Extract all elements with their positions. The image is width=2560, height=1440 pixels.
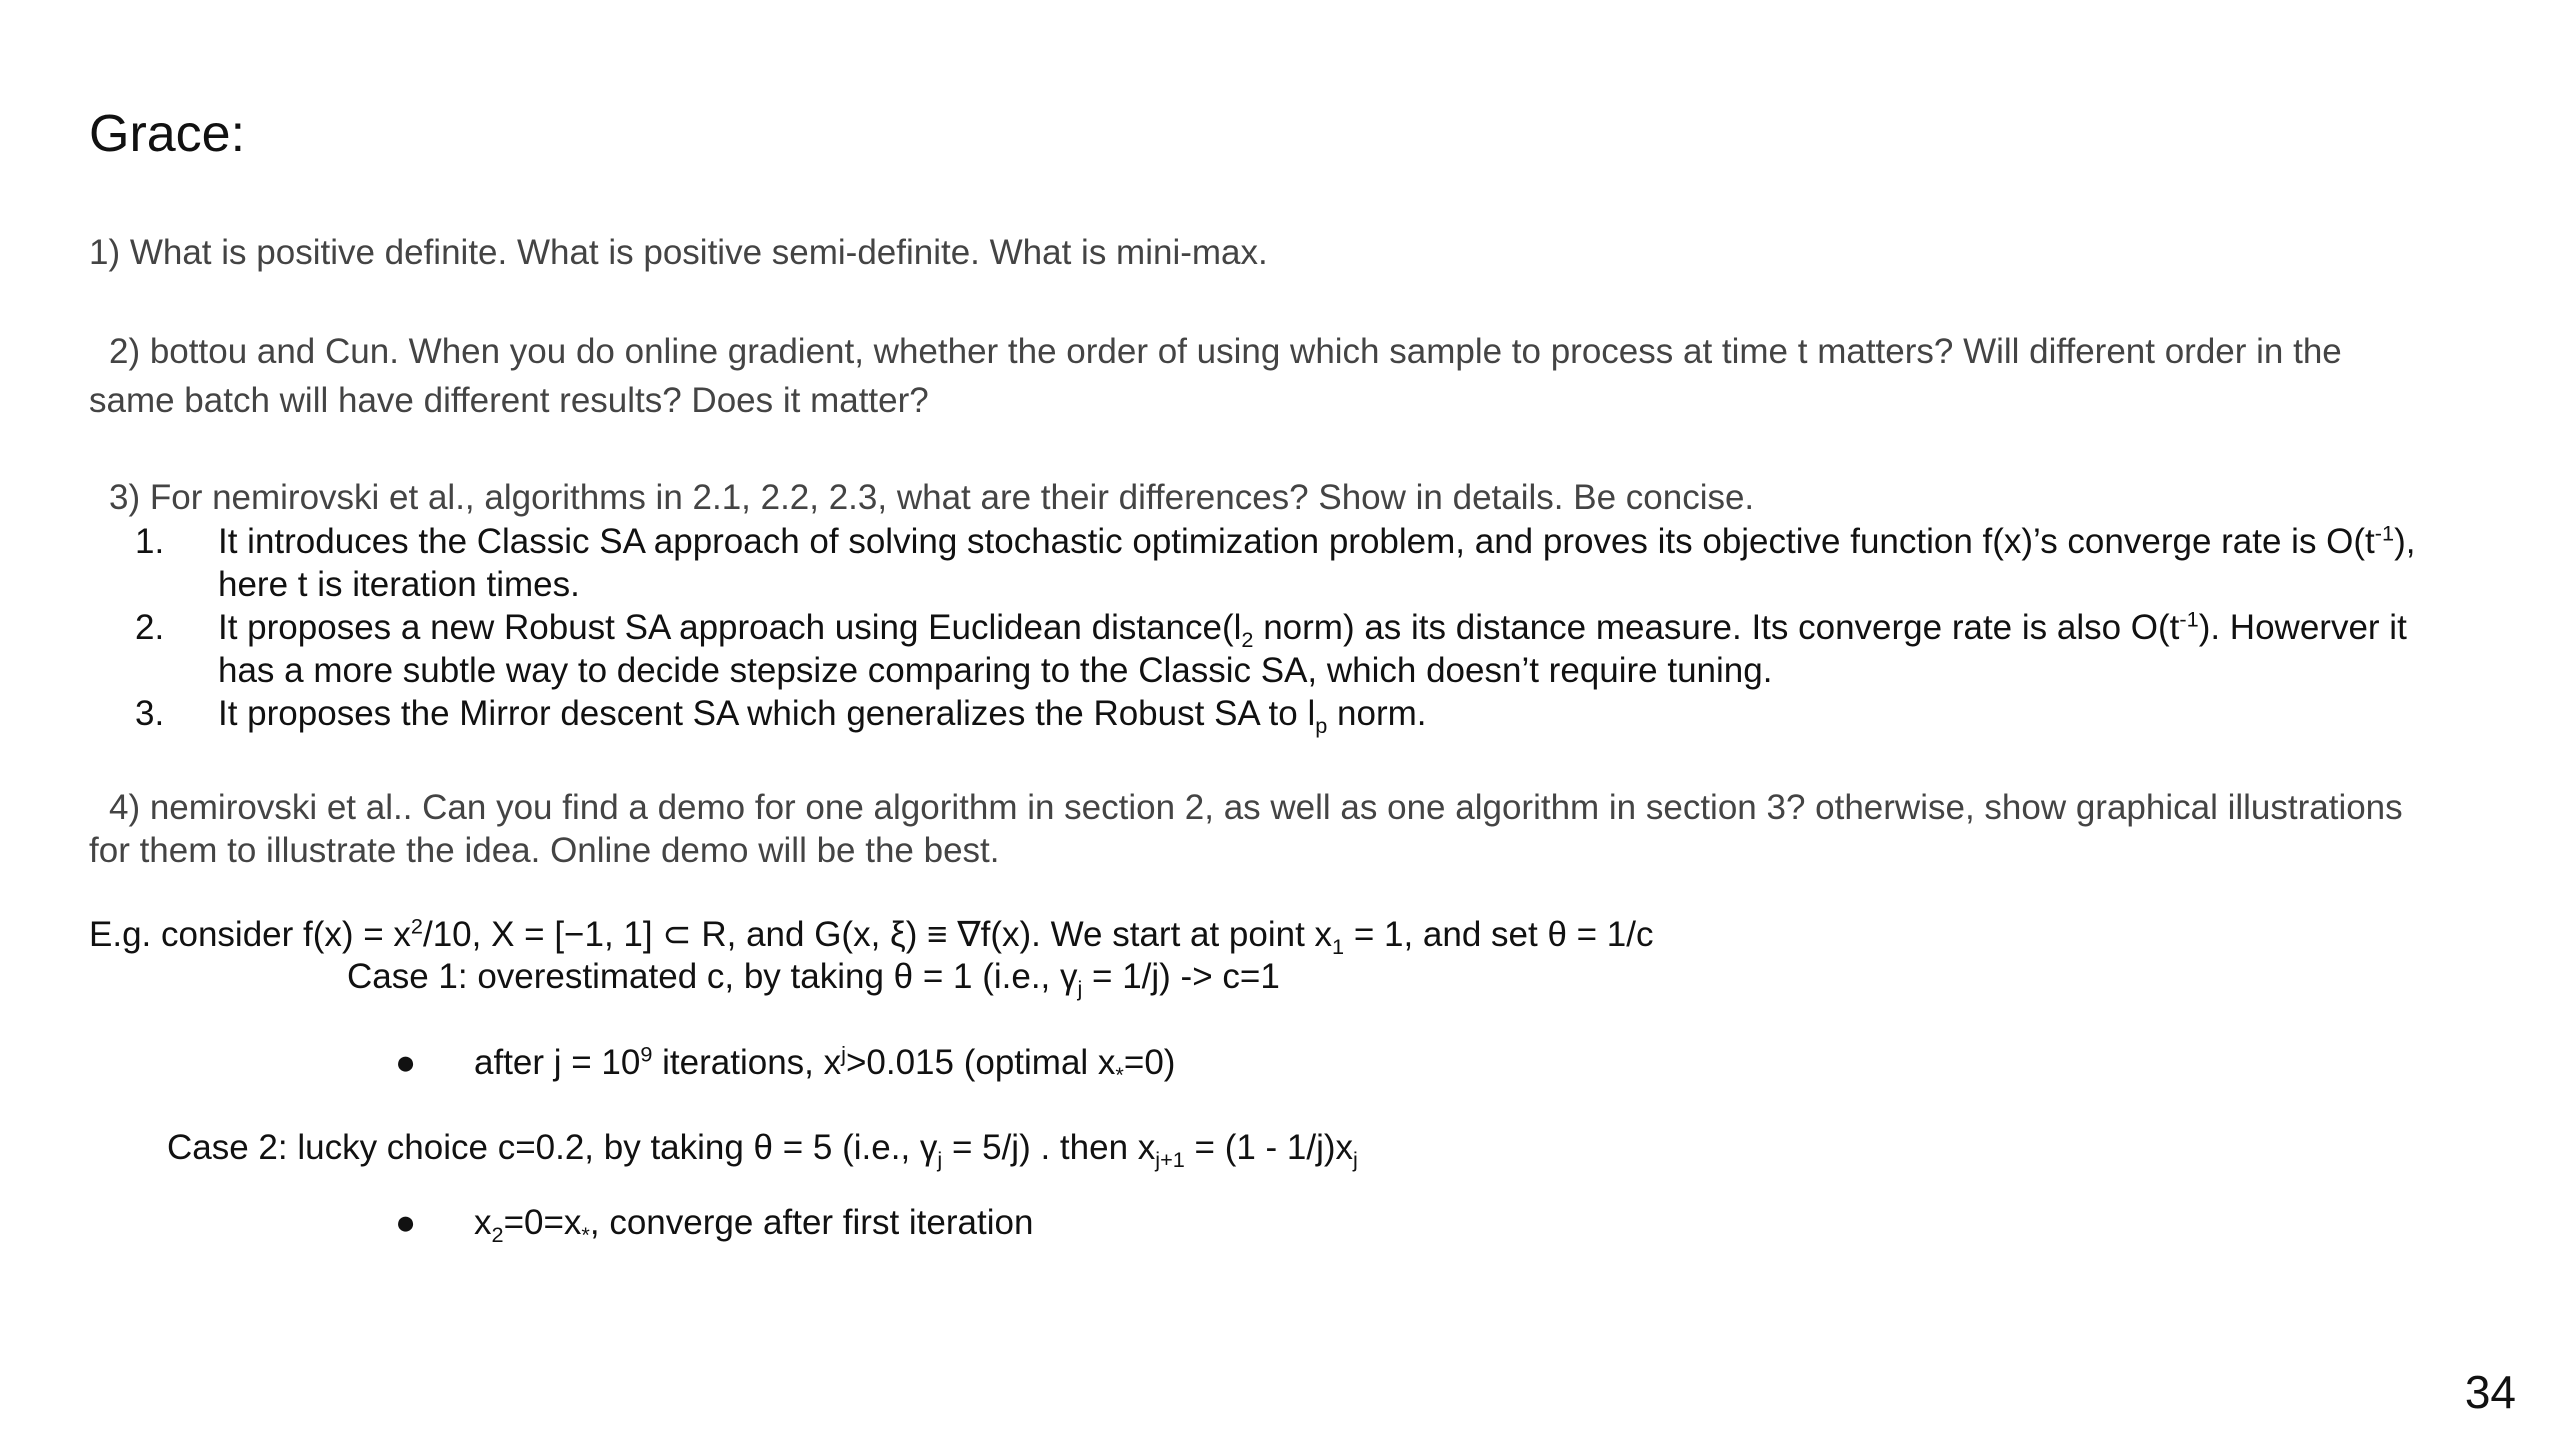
subscript: 1 (1332, 934, 1345, 959)
superscript: 9 (640, 1041, 653, 1067)
question-4: 4) nemirovski et al.. Can you find a demo for one algorithm in section 2, as well as one algorithm in section 3? otherwise, show graphical illustrations for them to illustrate the idea. Online demo will be the best. (89, 788, 2403, 870)
subscript: 2 (1241, 627, 1254, 652)
subscript: j (937, 1147, 943, 1172)
subscript: j (1077, 976, 1083, 1001)
bullet-text (474, 1041, 1176, 1087)
answer-text: ), here t is iteration times. (218, 522, 2416, 604)
question-2: 2) bottou and Cun. When you do online gradient, whether the order of using which sample to process at time t matters? Will different order in the same batch will have different results? Does it matter? (89, 332, 2342, 420)
bullet-icon: ● (395, 1203, 417, 1242)
answer-text: ). Howerver it has a more subtle way to decide stepsize comparing to the Classic SA, which doesn’t require tuning. (218, 608, 2407, 690)
case-2 (167, 1128, 1358, 1172)
question-1: 1) What is positive definite. What is positive semi-definite. What is mini-max. (89, 233, 1268, 272)
answer-number: 3. (135, 694, 165, 733)
case-text: = (1 - 1/j)x (1184, 1128, 1354, 1167)
answer-text: It proposes a new Robust SA approach using Euclidean distance(l (218, 608, 1242, 647)
example-text: = 1, and set θ = 1/c (1344, 915, 1654, 954)
bullet-fragment: iterations, x (652, 1043, 842, 1082)
case-text: Case 2: lucky choice c=0.2, by taking θ = 5 (i.e., γ (167, 1128, 938, 1167)
example-intro (89, 913, 1654, 959)
answer-item-2 (89, 606, 2439, 692)
answer-number: 2. (135, 608, 165, 647)
subscript: * (581, 1222, 590, 1247)
question-3: 3) For nemirovski et al., algorithms in 2.1, 2.2, 2.3, what are their differences? Show in details. Be concise. (109, 478, 1755, 517)
subscript: 2 (491, 1222, 504, 1247)
case-text: Case 1: overestimated c, by taking θ = 1 (i.e., γ (347, 957, 1078, 996)
example-text: /10, X = [−1, 1] ⊂ R, and G(x, ξ) ≡ ∇f(x). We start at point x (422, 915, 1333, 954)
answer-text: norm. (1327, 694, 1427, 733)
bullet-fragment: x (474, 1203, 492, 1242)
superscript: j (841, 1041, 846, 1067)
case-text: = 1/j) -> c=1 (1082, 957, 1280, 996)
example-text: E.g. consider f(x) = x (89, 915, 411, 954)
bullet-icon: ● (395, 1043, 417, 1082)
bullet-fragment: after j = 10 (474, 1043, 641, 1082)
superscript: -1 (2374, 520, 2395, 546)
subscript: p (1315, 713, 1328, 738)
case-text: = 5/j) . then x (942, 1128, 1156, 1167)
superscript: -1 (2179, 606, 2199, 632)
answer-item-3 (89, 692, 2439, 738)
bullet-text (474, 1203, 1034, 1247)
case-1 (347, 957, 1280, 1001)
superscript: 2 (410, 913, 423, 939)
answer-number: 1. (135, 522, 165, 561)
answer-text: It proposes the Mirror descent SA which generalizes the Robust SA to l (218, 694, 1316, 733)
subscript: j+1 (1155, 1147, 1185, 1172)
bullet-fragment: =0=x (503, 1203, 582, 1242)
page-number: 34 (2464, 1366, 2516, 1418)
answer-list (89, 520, 2439, 738)
slide-title: Grace: (89, 105, 246, 163)
bullet-fragment: =0) (1123, 1043, 1176, 1082)
answer-item-1 (89, 520, 2439, 606)
answer-text: norm) as its distance measure. Its converge rate is also O(t (1253, 608, 2180, 647)
answer-text: It introduces the Classic SA approach of solving stochastic optimization problem, and proves its objective function f(x)’s converge rate is O(t (218, 522, 2375, 561)
subscript: * (1115, 1062, 1124, 1087)
subscript: j (1353, 1147, 1358, 1172)
bullet-fragment: >0.015 (optimal x (845, 1043, 1116, 1082)
bullet-fragment: , converge after first iteration (589, 1203, 1034, 1242)
